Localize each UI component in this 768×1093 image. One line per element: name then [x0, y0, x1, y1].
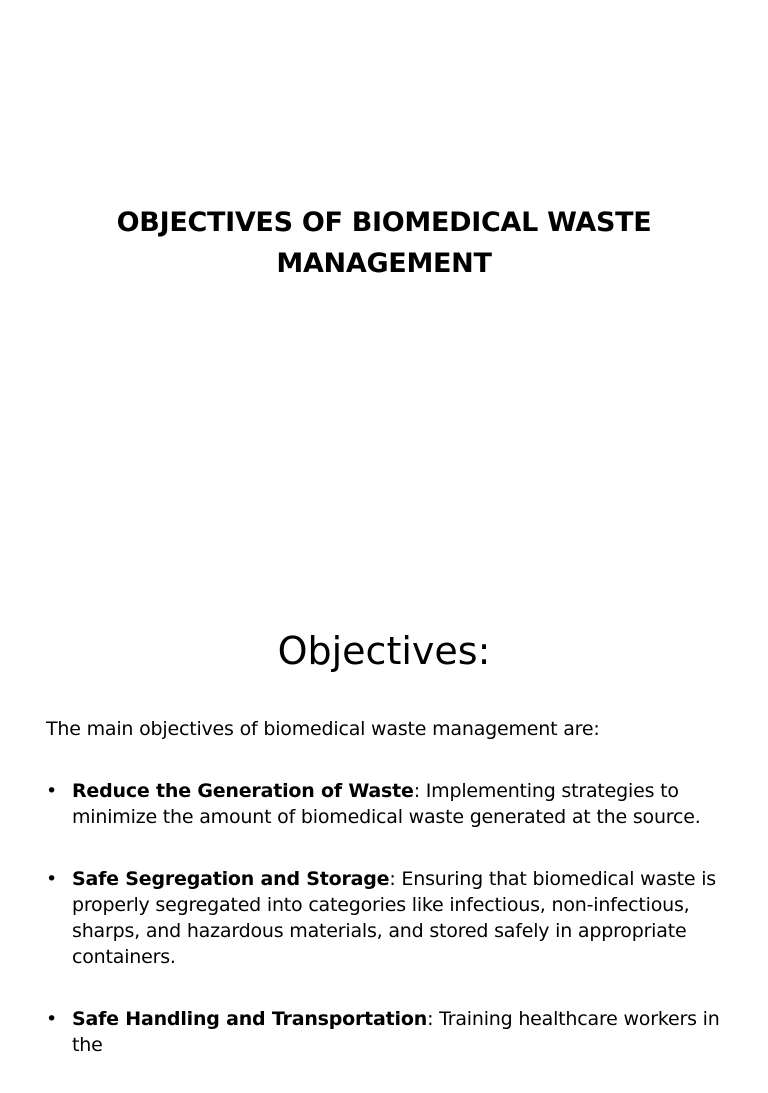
list-item — [46, 778, 726, 831]
list-item — [46, 866, 726, 971]
objectives-slide — [0, 576, 768, 1057]
bullet-term: Reduce the Generation of Waste — [72, 780, 414, 802]
bullet-term: Safe Handling and Transportation — [72, 1007, 428, 1030]
deck-title-line-1: OBJECTIVES OF BIOMEDICAL WASTE — [116, 207, 652, 238]
deck-title — [84, 202, 684, 284]
bullet-icon: • — [46, 867, 58, 890]
bullet-text: : Training healthcare workers in the — [72, 1007, 720, 1057]
deck-title-line-2: MANAGEMENT — [276, 248, 492, 279]
list-item — [46, 1006, 726, 1059]
bullet-icon: • — [46, 780, 58, 802]
slide-heading: Objectives: — [277, 629, 491, 673]
objectives-list — [46, 778, 726, 1093]
bullet-text: : Implementing strategies to minimize the amount of biomedical waste generated at the source. — [72, 780, 701, 829]
bullet-term: Safe Segregation and Storage — [72, 867, 390, 890]
bullet-text: : Ensuring that biomedical waste is properly segregated into categories like infectious, non-infectious, sharps, and hazardous materials, and stored safely in appropriate containers. — [72, 867, 717, 969]
intro-text: The main objectives of biomedical waste management are: — [46, 718, 600, 740]
bullet-icon: • — [46, 1007, 58, 1030]
